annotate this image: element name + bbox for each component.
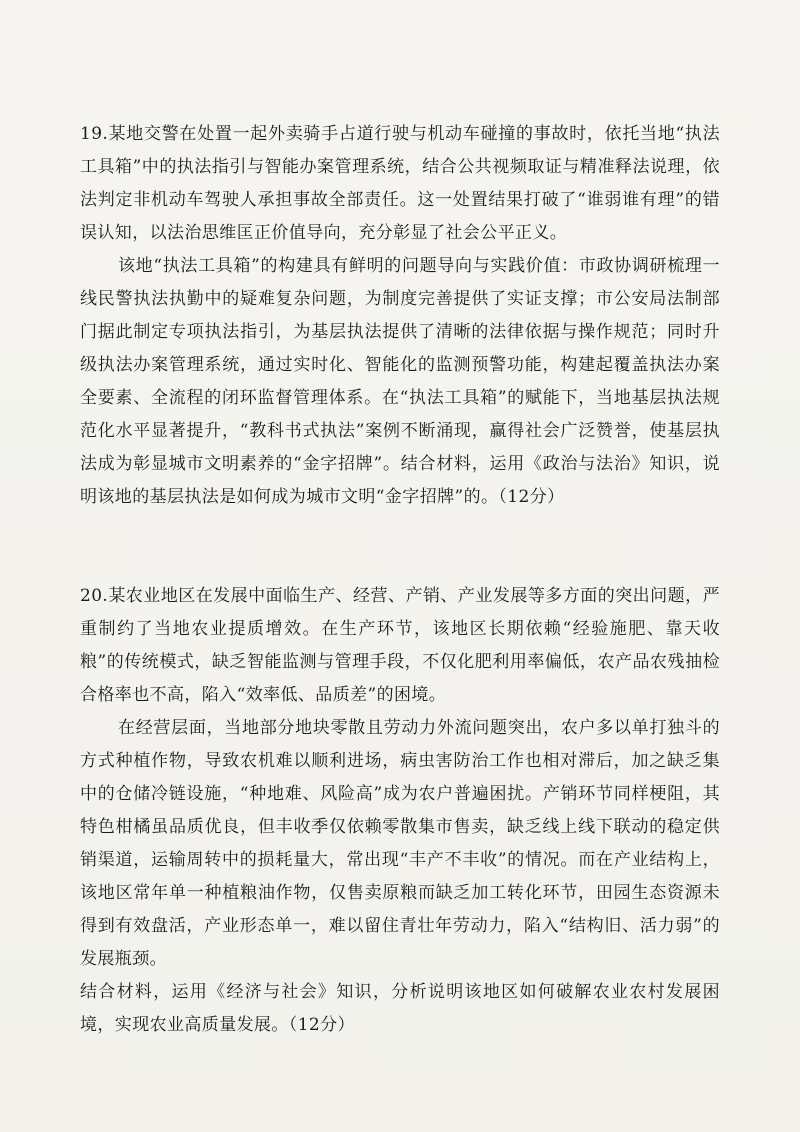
question-19-number: 19.	[80, 124, 109, 144]
question-19-stem-text: 某地交警在处置一起外卖骑手占道行驶与机动车碰撞的事故时，依托当地“执法工具箱”中的执法指引与智能办案管理系统，结合公共视频取证与精准释法说理，依法判定非机动车驾驶人承担事故全部责任。这一处置结果打破了“谁弱谁有理”的错误认知，以法治思维匡正价值导向，充分彰显了社会公平正义。	[80, 124, 720, 243]
question-20-number: 20.	[80, 586, 109, 606]
question-20-material: 在经营层面，当地部分地块零散且劳动力外流问题突出，农户多以单打独斗的方式种植作物，导致农机难以顺利进场，病虫害防治工作也相对滞后，加之缺乏集中的仓储冷链设施，“种地难、风险高”成为农户普遍困扰。产销环节同样梗阻，其特色柑橘虽品质优良，但丰收季仅依赖零散集市售卖，缺乏线上线下联动的稳定供销渠道，运输周转中的损耗量大，常出现“丰产不丰收”的情况。而在产业结构上，该地区常年单一种植粮油作物，仅售卖原粮而缺乏加工转化环节，田园生态资源未得到有效盘活，产业形态单一，难以留住青壮年劳动力，陷入“结构旧、活力弱”的发展瓶颈。	[80, 718, 720, 969]
question-20-stem	[80, 580, 720, 712]
question-19-material: 该地“执法工具箱”的构建具有鲜明的问题导向与实践价值：市政协调研梳理一线民警执法执勤中的疑难复杂问题，为制度完善提供了实证支撑；市公安局法制部门据此制定专项执法指引，为基层执法提供了清晰的法律依据与操作规范；同时升级执法办案管理系统，通过实时化、智能化的监测预警功能，构建起覆盖执法办案全要素、全流程的闭环监督管理体系。在“执法工具箱”的赋能下，当地基层执法规范化水平显著提升，“教科书式执法”案例不断涌现，赢得社会广泛赞誉，使基层执法成为彰显城市文明素养的“金字招牌”。结合材料，运用《政治与法治》知识，说明该地的基层执法是如何成为城市文明“金字招牌”的。（12分）	[80, 256, 720, 507]
question-20	[80, 580, 720, 1042]
question-19	[80, 118, 720, 514]
question-19-stem	[80, 118, 720, 250]
question-20-stem-text: 某农业地区在发展中面临生产、经营、产销、产业发展等多方面的突出问题，严重制约了当地农业提质增效。在生产环节，该地区长期依赖“经验施肥、靠天收粮”的传统模式，缺乏智能监测与管理手段，不仅化肥利用率偏低，农产品农残抽检合格率也不高，陷入“效率低、品质差”的困境。	[80, 586, 720, 705]
question-20-task: 结合材料，运用《经济与社会》知识，分析说明该地区如何破解农业农村发展困境，实现农业高质量发展。（12分）	[80, 982, 720, 1035]
